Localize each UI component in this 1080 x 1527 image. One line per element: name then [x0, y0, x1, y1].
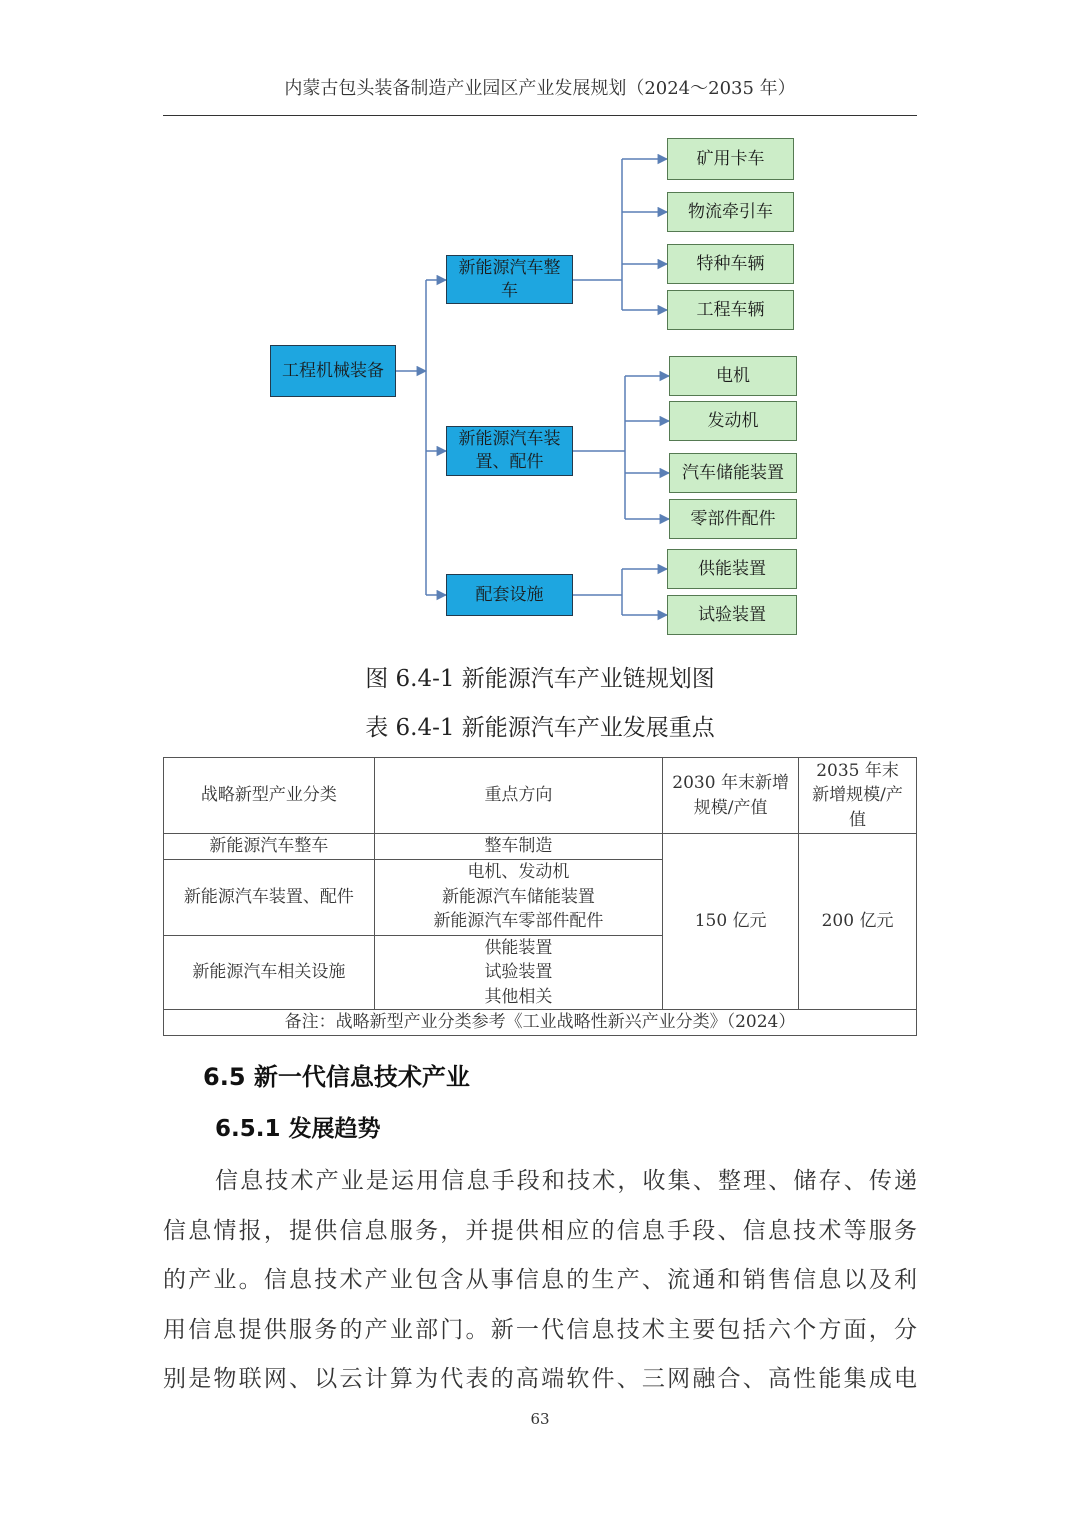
- direction-item: 新能源汽车储能装置: [441, 886, 595, 907]
- root-node: 工程机械装备: [270, 345, 396, 397]
- row-category: 新能源汽车整车: [164, 834, 375, 860]
- paragraph-line: 的产业。信息技术产业包含从事信息的生产、流通和销售信息以及利: [163, 1267, 917, 1293]
- leaf-node-energy-supply: 供能装置: [667, 549, 797, 589]
- direction-item: 新能源汽车零部件配件: [433, 911, 604, 932]
- paragraph-line: 信息情报，提供信息服务，并提供相应的信息手段、信息技术等服务: [163, 1217, 917, 1244]
- table-caption: 表 6.4-1 新能源汽车产业发展重点: [365, 715, 715, 741]
- leaf-node-test-device: 试验装置: [667, 595, 797, 635]
- row-direction: [374, 834, 663, 860]
- value-2035-cell: 200 亿元: [799, 834, 917, 1010]
- row-category: 新能源汽车相关设施: [164, 935, 375, 1010]
- leaf-node-storage: 汽车储能装置: [669, 453, 797, 493]
- leaf-node-logistics-tractor: 物流牵引车: [667, 192, 794, 232]
- industry-chain-diagram: [0, 0, 1080, 650]
- branch-node-vehicle: 新能源汽车整车: [446, 255, 573, 304]
- table-note: 备注：战略新型产业分类参考《工业战略性新兴产业分类》（2024）: [164, 1010, 917, 1036]
- branch-node-facilities: 配套设施: [446, 574, 573, 616]
- row-category: 新能源汽车装置、配件: [164, 859, 375, 935]
- paragraph-line: 信息技术产业是运用信息手段和技术，收集、整理、储存、传递: [215, 1168, 917, 1194]
- row-direction: [374, 935, 663, 1010]
- leaf-node-motor: 电机: [669, 356, 797, 396]
- figure-caption: 图 6.4-1 新能源汽车产业链规划图: [365, 666, 715, 692]
- header-direction: 重点方向: [374, 758, 663, 834]
- leaf-node-engine: 发动机: [669, 401, 797, 441]
- header-2030: 2030 年末新增规模/产值: [663, 758, 799, 834]
- direction-item: 其他相关: [484, 986, 553, 1007]
- header-2035: 2035 年末新增规模/产值: [799, 758, 917, 834]
- header-category: 战略新型产业分类: [164, 758, 375, 834]
- leaf-node-components: 零部件配件: [669, 499, 797, 539]
- subsection-heading: 6.5.1 发展趋势: [215, 1116, 381, 1142]
- direction-item: 整车制造: [484, 836, 553, 856]
- value-2030-cell: 150 亿元: [663, 834, 799, 1010]
- development-focus-table: [163, 757, 917, 1036]
- body-paragraph: [163, 1157, 917, 1405]
- table-note-row: [164, 1010, 917, 1036]
- direction-item: 供能装置: [484, 937, 553, 958]
- table-header-row: [164, 758, 917, 834]
- paragraph-line: 用信息提供服务的产业部门。新一代信息技术主要包括六个方面，分: [163, 1316, 917, 1343]
- section-heading: 6.5 新一代信息技术产业: [203, 1063, 470, 1091]
- paragraph-line: 别是物联网、以云计算为代表的高端软件、三网融合、高性能集成电: [163, 1366, 917, 1392]
- leaf-node-engineering-vehicle: 工程车辆: [667, 290, 794, 330]
- direction-item: 电机、发动机: [467, 862, 570, 883]
- page-number: 63: [530, 1410, 550, 1428]
- leaf-node-special-vehicle: 特种车辆: [667, 244, 794, 284]
- leaf-node-mining-truck: 矿用卡车: [667, 138, 794, 180]
- branch-node-parts: 新能源汽车装置、配件: [446, 426, 573, 476]
- diagram-connectors: [0, 0, 1080, 650]
- table-row: [164, 834, 917, 860]
- row-direction: [374, 859, 663, 935]
- direction-item: 试验装置: [484, 962, 553, 982]
- page-header: 内蒙古包头装备制造产业园区产业发展规划（2024～2035 年）: [284, 78, 796, 99]
